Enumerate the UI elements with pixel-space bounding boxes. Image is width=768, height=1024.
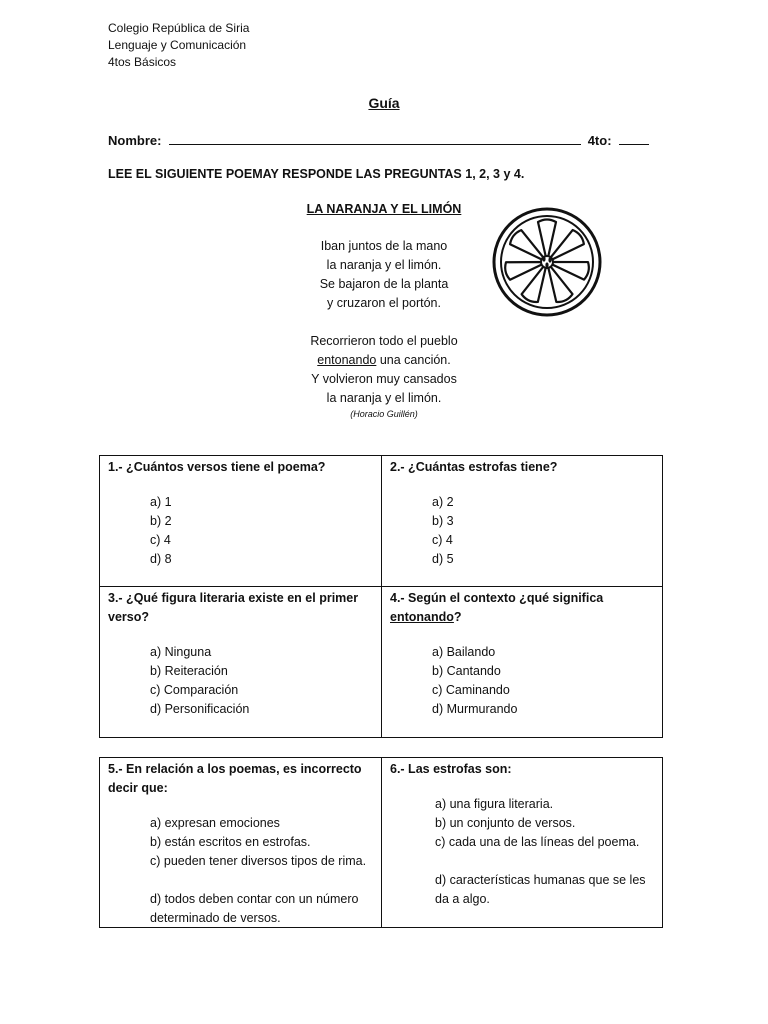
question-cell-1	[100, 456, 382, 587]
citrus-slice-icon	[488, 203, 606, 321]
course-label: 4to:	[587, 133, 612, 148]
answer-option[interactable]: c) 4	[432, 533, 453, 547]
answer-option[interactable]: d) todos deben contar con un número determinado de versos.	[150, 892, 359, 925]
question-4	[390, 589, 656, 627]
school-name: Colegio República de Siria	[108, 21, 250, 35]
question-text: ?	[453, 610, 462, 624]
answer-option[interactable]: c) pueden tener diversos tipos de rima.	[150, 854, 367, 868]
question-cell-6	[382, 758, 662, 927]
name-field[interactable]	[169, 133, 581, 145]
answer-option[interactable]: d) Murmurando	[432, 702, 518, 716]
verse-text: una canción.	[376, 353, 451, 367]
answer-option[interactable]: c) Comparación	[150, 683, 239, 697]
answer-option[interactable]: a) una figura literaria.	[435, 797, 554, 811]
question-1: 1.- ¿Cuántos versos tiene el poema?	[108, 460, 326, 474]
answer-option[interactable]: b) un conjunto de versos.	[435, 816, 576, 830]
highlighted-word: entonando	[390, 610, 454, 624]
poem-verse: la naranja y el limón.	[326, 258, 442, 272]
poem-verse: Se bajaron de la planta	[319, 277, 449, 291]
question-6: 6.- Las estrofas son:	[390, 762, 512, 776]
answer-option[interactable]: b) Cantando	[432, 664, 501, 678]
question-cell-2	[382, 456, 662, 587]
answer-option[interactable]: a) Bailando	[432, 645, 496, 659]
answer-option[interactable]: d) Personificación	[150, 702, 250, 716]
highlighted-word: entonando	[317, 353, 377, 367]
question-cell-5	[100, 758, 382, 927]
poem-verse	[284, 351, 484, 370]
answer-option[interactable]: b) 2	[150, 514, 172, 528]
question-cell-4	[382, 587, 662, 737]
answer-option[interactable]: c) Caminando	[432, 683, 510, 697]
question-5: 5.- En relación a los poemas, es incorrecto decir que:	[108, 762, 362, 795]
poem-verse: y cruzaron el portón.	[327, 296, 441, 310]
poem-title: LA NARANJA Y EL LIMÓN	[306, 202, 462, 216]
poem-verse: Iban juntos de la mano	[320, 239, 448, 253]
question-cell-3	[100, 587, 382, 737]
instructions: LEE EL SIGUIENTE POEMAY RESPONDE LAS PREGUNTAS 1, 2, 3 y 4.	[108, 167, 525, 181]
answer-option[interactable]: b) están escritos en estrofas.	[150, 835, 311, 849]
grade-name: 4tos Básicos	[108, 55, 177, 69]
questions-table-2	[99, 757, 663, 928]
answer-option[interactable]: a) Ninguna	[150, 645, 212, 659]
answer-option[interactable]: a) 1	[150, 495, 172, 509]
question-text: 4.- Según el contexto ¿qué significa	[390, 591, 604, 605]
poem-verse: la naranja y el limón.	[326, 391, 442, 405]
name-row	[108, 133, 649, 148]
answer-option[interactable]: d) características humanas que se les da a algo.	[435, 873, 646, 906]
poem-author: (Horacio Guillén)	[350, 409, 418, 419]
answer-option[interactable]: c) 4	[150, 533, 171, 547]
subject-name: Lenguaje y Comunicación	[108, 38, 247, 52]
question-2: 2.- ¿Cuántas estrofas tiene?	[390, 460, 558, 474]
answer-option[interactable]: c) cada una de las líneas del poema.	[435, 835, 640, 849]
answer-option[interactable]: a) 2	[432, 495, 454, 509]
answer-option[interactable]: b) 3	[432, 514, 454, 528]
answer-option[interactable]: a) expresan emociones	[150, 816, 280, 830]
course-field[interactable]	[619, 133, 649, 145]
poem-verse: Y volvieron muy cansados	[311, 372, 457, 386]
poem-verse: Recorrieron todo el pueblo	[310, 334, 458, 348]
questions-table-1	[99, 455, 663, 738]
name-label: Nombre:	[108, 133, 162, 148]
answer-option[interactable]: d) 8	[150, 552, 172, 566]
answer-option[interactable]: d) 5	[432, 552, 454, 566]
answer-option[interactable]: b) Reiteración	[150, 664, 228, 678]
page-title: Guía	[368, 95, 400, 111]
question-3: 3.- ¿Qué figura literaria existe en el primer verso?	[108, 591, 359, 624]
